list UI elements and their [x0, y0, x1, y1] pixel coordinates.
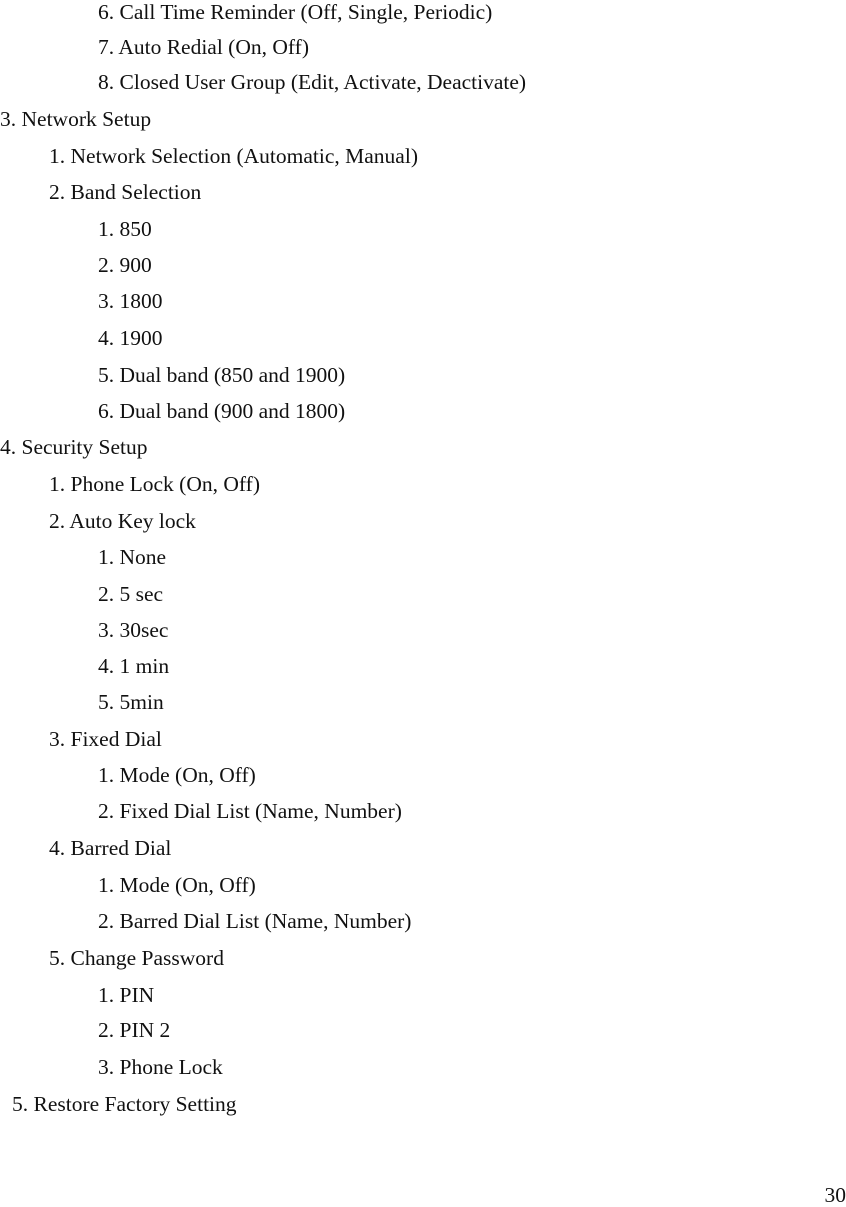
menu-item: 1. PIN: [98, 983, 154, 1007]
menu-item: 5. 5min: [98, 690, 164, 714]
menu-item: 1. Mode (On, Off): [98, 763, 256, 787]
menu-section-heading: 3. Network Setup: [0, 107, 151, 131]
menu-item: 1. Phone Lock (On, Off): [49, 472, 260, 496]
menu-item: 3. 1800: [98, 289, 163, 313]
menu-item: 2. Auto Key lock: [49, 509, 196, 533]
menu-section-heading: 4. Security Setup: [0, 435, 148, 459]
menu-section-heading: 5. Restore Factory Setting: [12, 1092, 237, 1116]
menu-item: 5. Change Password: [49, 946, 224, 970]
menu-item: 8. Closed User Group (Edit, Activate, Deactivate): [98, 70, 526, 94]
menu-item: 2. Barred Dial List (Name, Number): [98, 909, 411, 933]
menu-item: 7. Auto Redial (On, Off): [98, 35, 309, 59]
menu-item: 2. Fixed Dial List (Name, Number): [98, 799, 402, 823]
page-number: 30: [825, 1183, 846, 1207]
menu-item: 4. 1 min: [98, 654, 169, 678]
menu-item: 1. Mode (On, Off): [98, 873, 256, 897]
menu-item: 6. Dual band (900 and 1800): [98, 399, 345, 423]
menu-item: 3. 30sec: [98, 618, 168, 642]
menu-item: 5. Dual band (850 and 1900): [98, 363, 345, 387]
menu-item: 4. Barred Dial: [49, 836, 171, 860]
menu-item: 2. 5 sec: [98, 582, 163, 606]
menu-item: 3. Fixed Dial: [49, 727, 162, 751]
menu-item: 2. 900: [98, 253, 152, 277]
menu-item: 2. PIN 2: [98, 1018, 170, 1042]
menu-item: 2. Band Selection: [49, 180, 201, 204]
menu-item: 1. Network Selection (Automatic, Manual): [49, 144, 418, 168]
menu-item: 3. Phone Lock: [98, 1055, 223, 1079]
menu-item: 1. 850: [98, 217, 152, 241]
menu-item: 1. None: [98, 545, 166, 569]
menu-item: 4. 1900: [98, 326, 163, 350]
menu-item: 6. Call Time Reminder (Off, Single, Periodic): [98, 0, 492, 24]
